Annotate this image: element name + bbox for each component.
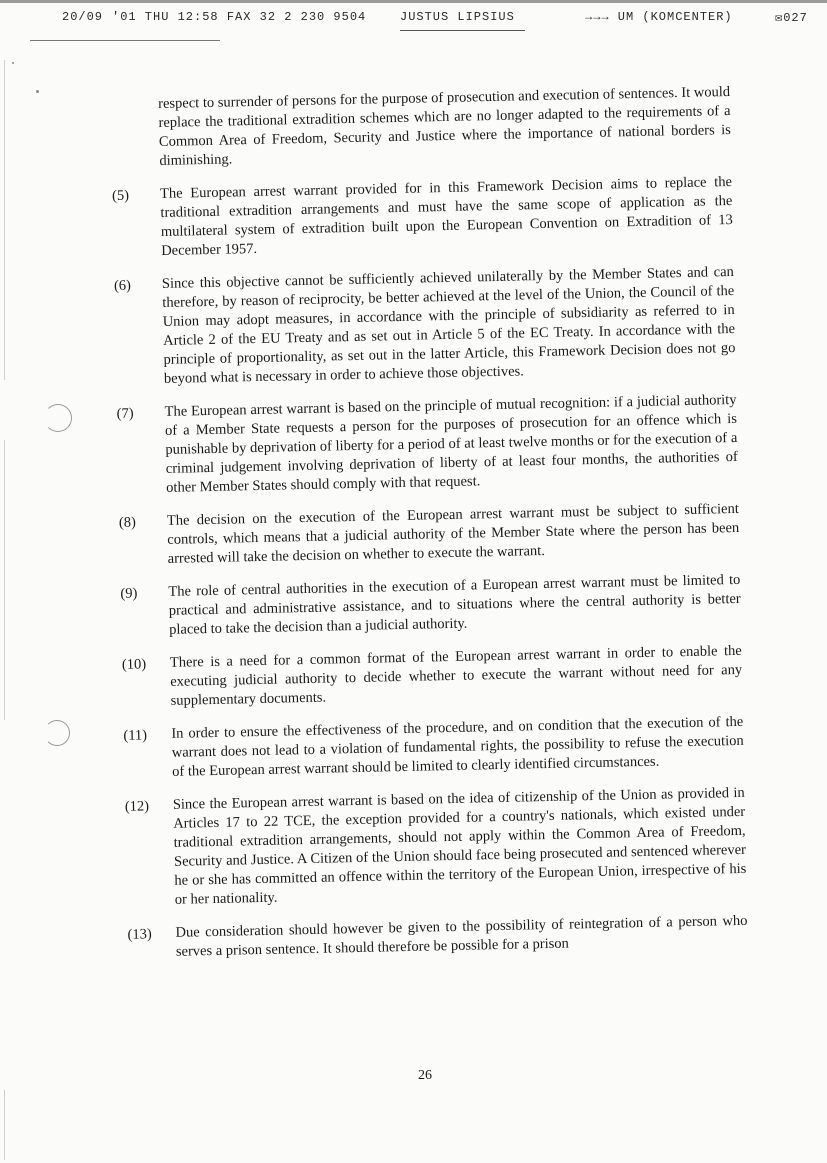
paragraph-continued	[110, 83, 731, 172]
punch-hole-mark	[44, 404, 72, 432]
fax-header	[0, 6, 827, 26]
header-scan-line	[30, 40, 220, 41]
paragraph-number: (9)	[120, 585, 138, 602]
fax-page-counter: ✉027	[775, 11, 808, 25]
paragraph-number: (8)	[118, 514, 137, 531]
paragraph-number: (12)	[124, 798, 150, 815]
paragraph-text: Due consideration should however be given to the possibility of reintegration of a person who serves a prison sentence. It should therefore be possible for a prison	[175, 912, 748, 960]
paragraph-text: The European arrest warrant provided for in this Framework Decision aims to replace the traditional extradition arrangements and must have the same scope of application as the multilateral system of extradition built upon the European Convention on Extradition of 13 December 1957.	[159, 173, 733, 259]
punch-hole-mark	[44, 720, 70, 746]
paragraph-11	[123, 713, 744, 783]
document-body	[110, 83, 748, 977]
paragraph-10	[122, 642, 743, 712]
fax-top-rule	[0, 0, 827, 3]
paragraph-6	[114, 263, 736, 390]
paragraph-number: (11)	[123, 727, 148, 744]
paragraph-text: Since the European arrest warrant is based on the idea of citizenship of the Union as provided in Articles 17 to 22 TCE, the exception provided for a country's nationals, which existed under traditional extradition arrangements, should not apply within the Common Area of Freedom, Security and Justice. A Citizen of the Union should face being prosecuted and sentenced wherever he or she has committed an offence within the territory of the European Union, irrespective of his or her nationality.	[172, 784, 747, 908]
header-underline	[400, 30, 525, 31]
paragraph-12	[125, 784, 747, 911]
paragraph-number: (6)	[113, 277, 132, 294]
paragraph-text: There is a need for a common format of the European arrest warrant in order to enable the executing judicial authority to decide whether to execute the warrant without need for any supplementary documents.	[169, 642, 743, 709]
paragraph-number: (5)	[111, 187, 130, 204]
fax-date: 20/09	[62, 10, 104, 24]
fax-sender: JUSTUS LIPSIUS	[400, 10, 515, 24]
paragraph-9	[120, 571, 741, 641]
fax-day-time: '01 THU 12:58 FAX 32 2 230 9504	[112, 10, 367, 24]
page-number: 26	[418, 1068, 432, 1083]
paragraph-number: (10)	[121, 656, 147, 673]
paragraph-5	[112, 173, 733, 262]
scan-speck	[36, 90, 39, 93]
paragraph-text: The decision on the execution of the European arrest warrant must be subject to sufficient controls, which means that a judicial authority of the Member State where the person has been arrested will take the decision on whether to execute the warrant.	[166, 500, 740, 567]
paragraph-text: respect to surrender of persons for the purpose of prosecution and execution of sentences. It would replace the traditional extradition schemes which are no longer adapted to the requirements of a Common Area of Freedom, Security and Justice where the importance of national borders is diminishing.	[158, 84, 732, 169]
paragraph-text: Since this objective cannot be sufficiently achieved unilaterally by the Member States and can therefore, by reason of reciprocity, be better achieved at the level of the Union, the Council of the Union may adopt measures, in accordance with the principle of subsidiarity as referred to in Article 2 of the EU Treaty and as set out in Article 5 of the EC Treaty. In accordance with the principle of proportionality, as set out in the latter Article, this Framework Decision does not go beyond what is necessary in order to achieve those objectives.	[161, 263, 736, 387]
margin-artifact	[4, 440, 5, 720]
paragraph-number: (13)	[127, 926, 152, 943]
paragraph-8	[119, 500, 740, 570]
margin-artifact	[4, 1090, 5, 1160]
paragraph-text: The European arrest warrant is based on the principle of mutual recognition: if a judicial authority of a Member State requests a person for the purposes of prosecution for an offence which is punishable by deprivation of liberty for a period of at least twelve months or for the execution of a criminal judgement involving deprivation of liberty of at least four months, the authorities of other Member States should comply with that request.	[164, 391, 738, 496]
paragraph-number: (7)	[116, 405, 134, 422]
paragraph-13	[127, 912, 748, 963]
margin-artifact	[4, 60, 5, 380]
paragraph-text: In order to ensure the effectiveness of the procedure, and on condition that the execution of the warrant does not lead to a violation of fundamental rights, the possibility to refuse the execution of the European arrest warrant should be limited to clearly identified circumstances.	[171, 713, 744, 780]
paragraph-text: The role of central authorities in the execution of a European arrest warrant must be limited to practical and administrative assistance, and to situations where the central authority is better placed to take the decision than a judicial authority.	[168, 571, 741, 638]
paragraph-7	[116, 391, 738, 499]
fax-destination: →→→ UM (KOMCENTER)	[585, 10, 733, 24]
scan-speck	[12, 62, 14, 64]
